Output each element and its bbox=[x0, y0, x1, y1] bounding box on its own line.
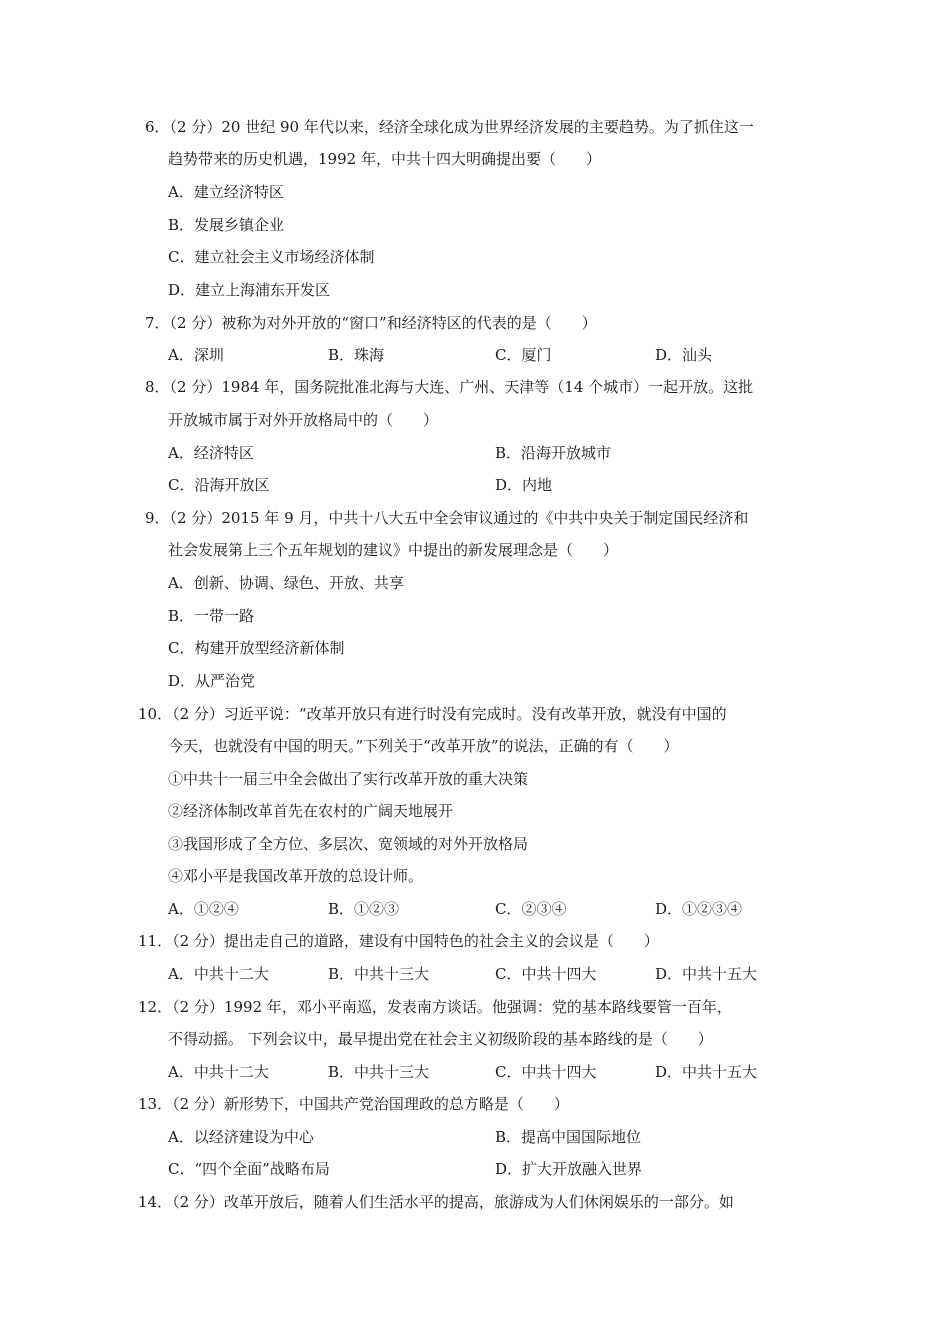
question-12-option-d[interactable]: D．中共十五大 bbox=[655, 1063, 758, 1081]
question-8-option-c[interactable]: C．沿海开放区 bbox=[168, 476, 270, 494]
question-13-option-b[interactable]: B．提高中国国际地位 bbox=[495, 1128, 642, 1146]
question-6-option-d[interactable]: D．建立上海浦东开发区 bbox=[168, 281, 331, 299]
question-9-option-c[interactable]: C．构建开放型经济新体制 bbox=[168, 639, 345, 657]
question-13-option-d[interactable]: D．扩大开放融入世界 bbox=[495, 1160, 643, 1178]
question-6-option-b[interactable]: B．发展乡镇企业 bbox=[168, 216, 285, 234]
question-10-option-c[interactable]: C．②③④ bbox=[495, 900, 567, 918]
question-10-stem-line-2: 今天，也就没有中国的明天。”下列关于“改革开放”的说法，正确的有（ ） bbox=[168, 737, 679, 755]
question-6-option-a[interactable]: A．建立经济特区 bbox=[168, 183, 284, 201]
question-12-option-c[interactable]: C．中共十四大 bbox=[495, 1063, 597, 1081]
question-10-option-d[interactable]: D．①②③④ bbox=[655, 900, 743, 918]
question-10-statement-4: ④邓小平是我国改革开放的总设计师。 bbox=[168, 867, 424, 885]
question-6-option-c[interactable]: C．建立社会主义市场经济体制 bbox=[168, 248, 375, 266]
question-12-stem-line-1: 12．（2 分）1992 年，邓小平南巡，发表南方谈话。他强调：党的基本路线要管一百年， bbox=[138, 998, 732, 1016]
question-8-stem-line-1: 8．（2 分）1984 年，国务院批准北海与大连、广州、天津等（14 个城市）一起开放。这批 bbox=[145, 378, 754, 396]
question-9-option-a[interactable]: A．创新、协调、绿色、开放、共享 bbox=[168, 574, 404, 592]
question-11-option-b[interactable]: B．中共十三大 bbox=[328, 965, 430, 983]
question-6-stem-line-2: 趋势带来的历史机遇，1992 年，中共十四大明确提出要（ ） bbox=[168, 150, 601, 168]
question-10-stem-line-1: 10．（2 分）习近平说：“改革开放只有进行时没有完成时。没有改革开放，就没有中国的 bbox=[138, 705, 727, 723]
question-9-stem-line-2: 社会发展第上三个五年规划的建议》中提出的新发展理念是（ ） bbox=[168, 541, 619, 559]
question-9-stem-line-1: 9．（2 分）2015 年 9 月，中共十八大五中全会审议通过的《中共中央关于制定国民经济和 bbox=[145, 509, 749, 527]
question-7-option-a[interactable]: A．深圳 bbox=[168, 346, 224, 364]
question-10-statement-1: ①中共十一届三中全会做出了实行改革开放的重大决策 bbox=[168, 770, 529, 788]
question-12-option-b[interactable]: B．中共十三大 bbox=[328, 1063, 430, 1081]
question-10-statement-3: ③我国形成了全方位、多层次、宽领域的对外开放格局 bbox=[168, 835, 529, 853]
question-8-option-b[interactable]: B．沿海开放城市 bbox=[495, 444, 612, 462]
question-12-stem-line-2: 不得动摇。 下列会议中，最早提出党在社会主义初级阶段的基本路线的是（ ） bbox=[168, 1030, 713, 1048]
question-10-option-b[interactable]: B．①②③ bbox=[328, 900, 400, 918]
question-11-option-d[interactable]: D．中共十五大 bbox=[655, 965, 758, 983]
question-11-stem-line-1: 11．（2 分）提出走自己的道路，建设有中国特色的社会主义的会议是（ ） bbox=[138, 932, 659, 950]
question-7-option-d[interactable]: D．汕头 bbox=[655, 346, 713, 364]
question-8-option-d[interactable]: D．内地 bbox=[495, 476, 553, 494]
question-13-stem-line-1: 13．（2 分）新形势下，中国共产党治国理政的总方略是（ ） bbox=[138, 1095, 569, 1113]
question-10-option-a[interactable]: A．①②④ bbox=[168, 900, 239, 918]
question-8-option-a[interactable]: A．经济特区 bbox=[168, 444, 254, 462]
question-10-statement-2: ②经济体制改革首先在农村的广阔天地展开 bbox=[168, 802, 454, 820]
question-7-stem-line-1: 7．（2 分）被称为对外开放的“窗口”和经济特区的代表的是（ ） bbox=[145, 314, 597, 332]
question-11-option-a[interactable]: A．中共十二大 bbox=[168, 965, 269, 983]
question-9-option-d[interactable]: D．从严治党 bbox=[168, 672, 256, 690]
question-9-option-b[interactable]: B．一带一路 bbox=[168, 607, 255, 625]
question-13-option-c[interactable]: C．“四个全面”战略布局 bbox=[168, 1160, 330, 1178]
question-12-option-a[interactable]: A．中共十二大 bbox=[168, 1063, 269, 1081]
question-11-option-c[interactable]: C．中共十四大 bbox=[495, 965, 597, 983]
question-7-option-c[interactable]: C．厦门 bbox=[495, 346, 552, 364]
question-8-stem-line-2: 开放城市属于对外开放格局中的（ ） bbox=[168, 411, 439, 429]
question-6-stem-line-1: 6．（2 分）20 世纪 90 年代以来，经济全球化成为世界经济发展的主要趋势。为了抓住这一 bbox=[145, 118, 754, 136]
question-14-stem-line-1: 14．（2 分）改革开放后，随着人们生活水平的提高，旅游成为人们休闲娱乐的一部分。如 bbox=[138, 1193, 734, 1211]
question-7-option-b[interactable]: B．珠海 bbox=[328, 346, 385, 364]
question-13-option-a[interactable]: A．以经济建设为中心 bbox=[168, 1128, 314, 1146]
